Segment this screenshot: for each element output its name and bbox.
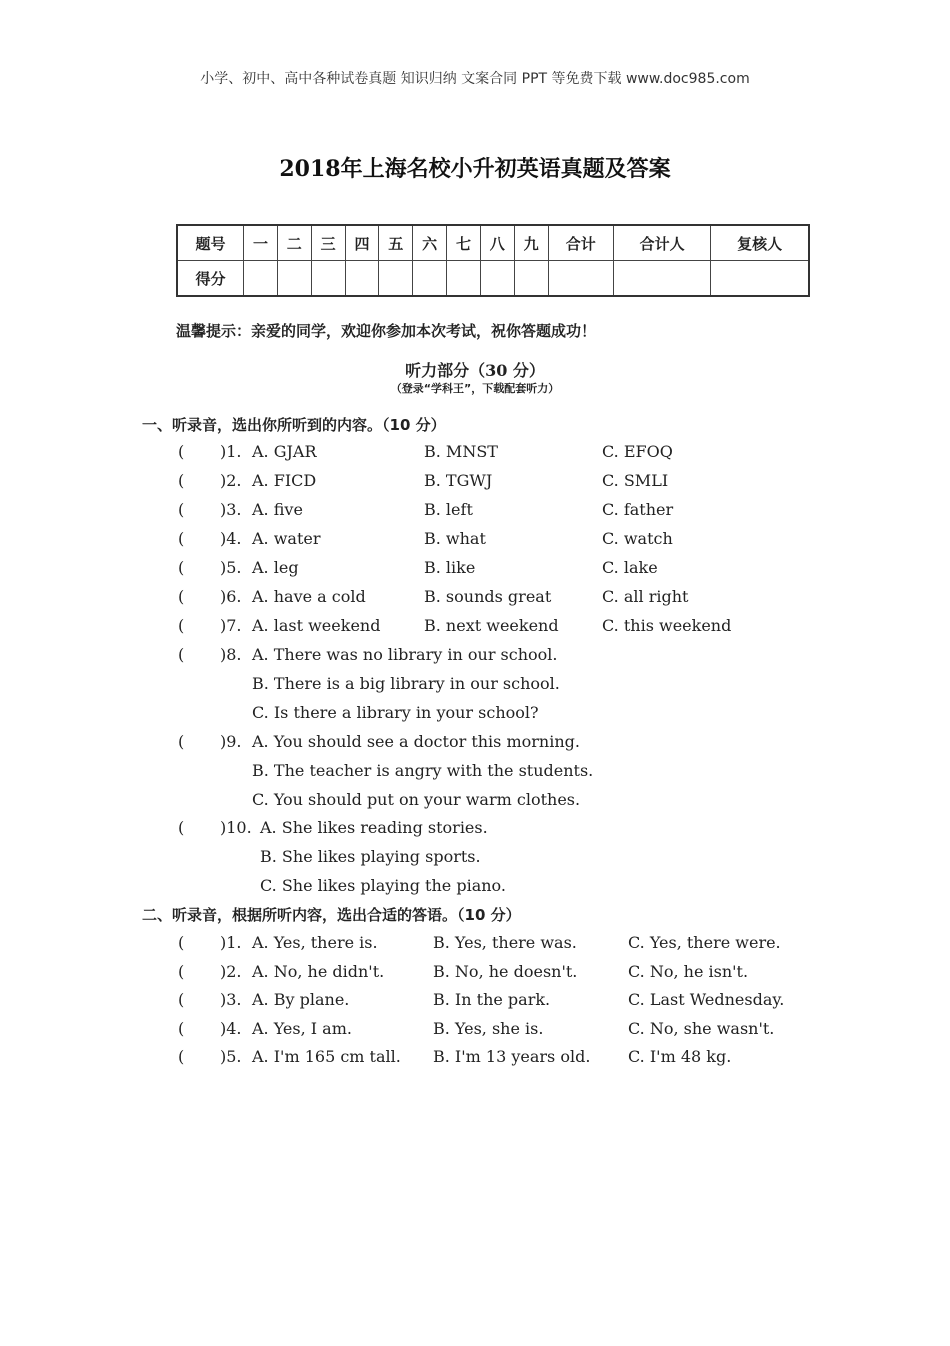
score-cell: 题号 <box>177 225 244 261</box>
question-row <box>0 558 950 582</box>
question-number: )3. <box>220 500 242 519</box>
question-number: )2. <box>220 962 242 981</box>
score-cell: 复核人 <box>711 225 809 261</box>
answer-bracket[interactable]: ( <box>178 962 185 981</box>
option-b: B. next weekend <box>424 616 559 635</box>
question-row <box>0 990 950 1014</box>
option-row <box>0 790 950 814</box>
page-title: 2018年上海名校小升初英语真题及答案 <box>279 156 671 182</box>
option-b: B. There is a big library in our school. <box>252 674 560 693</box>
score-blank[interactable] <box>244 261 278 297</box>
score-table <box>176 224 810 297</box>
score-cell: 四 <box>345 225 379 261</box>
score-blank[interactable] <box>277 261 311 297</box>
option-row <box>0 761 950 785</box>
option-c: C. Last Wednesday. <box>628 990 785 1009</box>
question-row <box>0 645 950 669</box>
score-cell: 合计人 <box>614 225 711 261</box>
option-c: C. father <box>602 500 674 519</box>
answer-bracket[interactable]: ( <box>178 818 185 837</box>
exam-tip: 温馨提示：亲爱的同学，欢迎你参加本次考试，祝你答题成功！ <box>176 322 597 340</box>
option-a: A. Yes, there is. <box>252 933 378 952</box>
score-blank[interactable] <box>711 261 809 297</box>
section1-title: 一、听录音，选出你所听到的内容。（10 分） <box>142 416 446 434</box>
answer-bracket[interactable]: ( <box>178 442 185 461</box>
option-a: A. No, he didn't. <box>252 962 385 981</box>
question-number: )7. <box>220 616 242 635</box>
option-row <box>0 703 950 727</box>
question-number: )2. <box>220 471 242 490</box>
question-number: )1. <box>220 442 242 461</box>
option-a: A. You should see a doctor this morning. <box>252 732 580 751</box>
question-number: )10. <box>220 818 252 837</box>
option-a: A. There was no library in our school. <box>252 645 558 664</box>
option-c: C. Is there a library in your school? <box>252 703 539 722</box>
score-table-score-row <box>177 261 809 297</box>
option-c: C. Yes, there were. <box>628 933 781 952</box>
option-b: B. No, he doesn't. <box>433 962 578 981</box>
score-table-header-row <box>177 225 809 261</box>
question-number: )9. <box>220 732 242 751</box>
answer-bracket[interactable]: ( <box>178 1047 185 1066</box>
option-a: A. FICD <box>252 471 317 490</box>
option-b: B. She likes playing sports. <box>260 847 481 866</box>
option-c: C. No, she wasn't. <box>628 1019 775 1038</box>
score-cell: 八 <box>480 225 514 261</box>
answer-bracket[interactable]: ( <box>178 933 185 952</box>
score-blank[interactable] <box>447 261 481 297</box>
question-row <box>0 529 950 553</box>
question-row <box>0 1047 950 1071</box>
option-b: B. TGWJ <box>424 471 493 490</box>
option-b: B. left <box>424 500 473 519</box>
score-cell: 七 <box>447 225 481 261</box>
option-row <box>0 674 950 698</box>
option-c: C. I'm 48 kg. <box>628 1047 732 1066</box>
option-b: B. I'm 13 years old. <box>433 1047 591 1066</box>
question-row <box>0 818 950 842</box>
answer-bracket[interactable]: ( <box>178 616 185 635</box>
question-row <box>0 962 950 986</box>
score-blank[interactable] <box>345 261 379 297</box>
option-b: B. sounds great <box>424 587 552 606</box>
score-blank[interactable] <box>480 261 514 297</box>
page-header: 小学、初中、高中各种试卷真题 知识归纳 文案合同 PPT 等免费下载 www.doc985.com <box>200 71 750 87</box>
score-cell: 六 <box>413 225 447 261</box>
answer-bracket[interactable]: ( <box>178 645 185 664</box>
question-number: )1. <box>220 933 242 952</box>
listening-part-subtitle: （登录“学科王”，下载配套听力） <box>390 382 560 395</box>
question-row <box>0 1019 950 1043</box>
question-row <box>0 587 950 611</box>
answer-bracket[interactable]: ( <box>178 500 185 519</box>
question-number: )8. <box>220 645 242 664</box>
answer-bracket[interactable]: ( <box>178 990 185 1009</box>
answer-bracket[interactable]: ( <box>178 529 185 548</box>
score-cell: 九 <box>514 225 548 261</box>
option-b: B. Yes, she is. <box>433 1019 544 1038</box>
option-c: C. EFOQ <box>602 442 673 461</box>
question-row <box>0 732 950 756</box>
answer-bracket[interactable]: ( <box>178 732 185 751</box>
option-c: C. this weekend <box>602 616 732 635</box>
answer-bracket[interactable]: ( <box>178 558 185 577</box>
option-a: A. By plane. <box>252 990 350 1009</box>
option-a: A. Yes, I am. <box>252 1019 352 1038</box>
option-c: C. She likes playing the piano. <box>260 876 506 895</box>
score-cell: 合计 <box>548 225 614 261</box>
score-blank[interactable] <box>379 261 413 297</box>
score-blank[interactable] <box>514 261 548 297</box>
option-b: B. like <box>424 558 476 577</box>
option-b: B. MNST <box>424 442 498 461</box>
question-row <box>0 442 950 466</box>
option-c: C. lake <box>602 558 658 577</box>
listening-part-title: 听力部分（30 分） <box>405 361 545 380</box>
question-row <box>0 471 950 495</box>
score-cell: 一 <box>244 225 278 261</box>
score-blank[interactable] <box>548 261 614 297</box>
option-c: C. watch <box>602 529 673 548</box>
option-a: A. GJAR <box>252 442 317 461</box>
option-a: A. I'm 165 cm tall. <box>252 1047 401 1066</box>
option-a: A. five <box>252 500 303 519</box>
option-c: C. No, he isn't. <box>628 962 749 981</box>
question-row <box>0 616 950 640</box>
option-c: C. You should put on your warm clothes. <box>252 790 581 809</box>
option-b: B. Yes, there was. <box>433 933 577 952</box>
question-row <box>0 933 950 957</box>
question-number: )3. <box>220 990 242 1009</box>
option-a: A. leg <box>252 558 299 577</box>
section2-title: 二、听录音，根据所听内容，选出合适的答语。（10 分） <box>142 906 521 924</box>
option-b: B. In the park. <box>433 990 551 1009</box>
option-row <box>0 847 950 871</box>
option-a: A. have a cold <box>252 587 366 606</box>
option-a: A. last weekend <box>252 616 381 635</box>
option-c: C. SMLI <box>602 471 669 490</box>
option-row <box>0 876 950 900</box>
question-row <box>0 500 950 524</box>
score-cell: 二 <box>277 225 311 261</box>
score-blank[interactable] <box>614 261 711 297</box>
score-blank[interactable] <box>413 261 447 297</box>
question-number: )6. <box>220 587 242 606</box>
question-number: )5. <box>220 558 242 577</box>
option-a: A. water <box>252 529 321 548</box>
option-a: A. She likes reading stories. <box>260 818 488 837</box>
score-blank[interactable] <box>311 261 345 297</box>
question-number: )4. <box>220 1019 242 1038</box>
score-label: 得分 <box>177 261 244 297</box>
score-cell: 五 <box>379 225 413 261</box>
answer-bracket[interactable]: ( <box>178 1019 185 1038</box>
answer-bracket[interactable]: ( <box>178 587 185 606</box>
option-b: B. The teacher is angry with the students. <box>252 761 594 780</box>
option-c: C. all right <box>602 587 689 606</box>
score-cell: 三 <box>311 225 345 261</box>
answer-bracket[interactable]: ( <box>178 471 185 490</box>
option-b: B. what <box>424 529 486 548</box>
question-number: )5. <box>220 1047 242 1066</box>
question-number: )4. <box>220 529 242 548</box>
